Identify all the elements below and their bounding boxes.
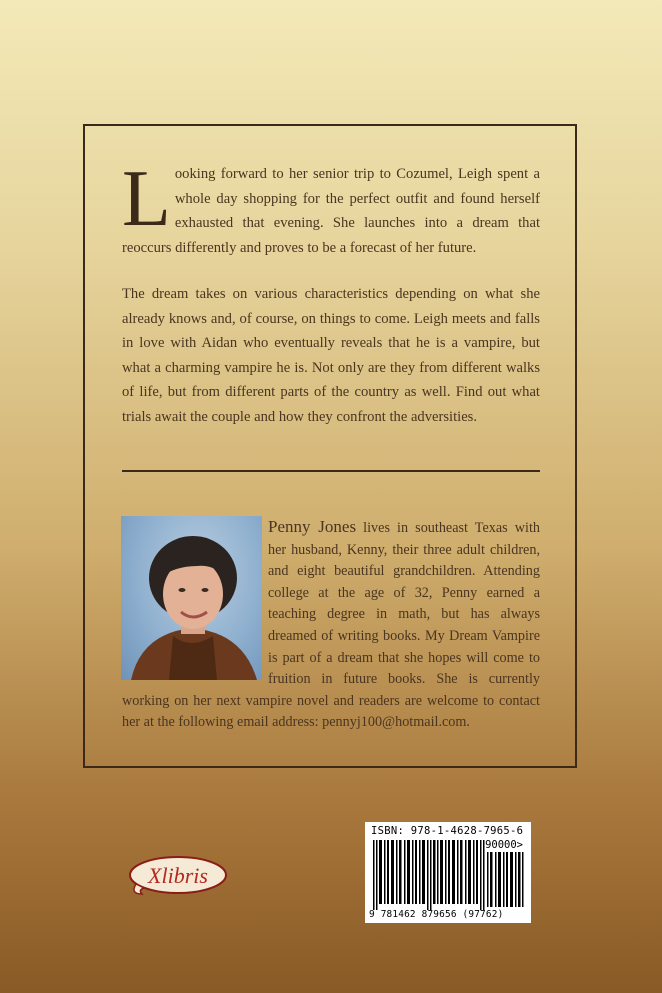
section-divider: [122, 470, 540, 472]
book-blurb: [122, 155, 540, 451]
drop-cap: L: [122, 155, 171, 243]
blurb-paragraph-1: [122, 155, 540, 260]
author-bio-text: lives in southeast Texas with her husband, Kenny, their three adult children, and eight beautiful grandchildren. Attending college at the age of 32, Penny earned a teaching degree in math, but has always dreamed of writing books. My Dream Vampire is part of a dream that she hopes will come to fruition in future books. She is currently working on her next vampire novel and readers are welcome to contact her at the following email address: pennyj100@hotmail.com.: [122, 520, 541, 731]
publisher-logo-text: Xlibris: [148, 863, 208, 888]
barcode-digits: 9 781462 879656 (97762): [369, 909, 504, 920]
publisher-logo: [128, 854, 228, 903]
blurb-paragraph-2: The dream takes on various characteristics depending on what she already knows and, of course, on things to come. Leigh meets and falls in love with Aidan who eventually reveals that he is a vampire, but what a charming vampire he is. Not only are they from different walks of life, but from different parts of the country as well. Find out what trials await the couple and how they confront the adversities.: [122, 286, 540, 425]
isbn-label: ISBN: 978-1-4628-7965-6: [371, 825, 524, 837]
blurb-paragraph-1-text: ooking forward to her senior trip to Cozumel, Leigh spent a whole day shopping for the perfect outfit and found herself exhausted that evening. She launches into a dream that reoccurs differently and proves to be a forecast of her future.: [122, 166, 540, 256]
author-bio: [122, 516, 540, 734]
addon-barcode-bars: [487, 852, 525, 907]
isbn-barcode: [365, 822, 531, 923]
price-code: 90000>: [485, 839, 523, 851]
barcode-bars: [373, 840, 485, 910]
author-name: Penny Jones: [268, 517, 357, 536]
